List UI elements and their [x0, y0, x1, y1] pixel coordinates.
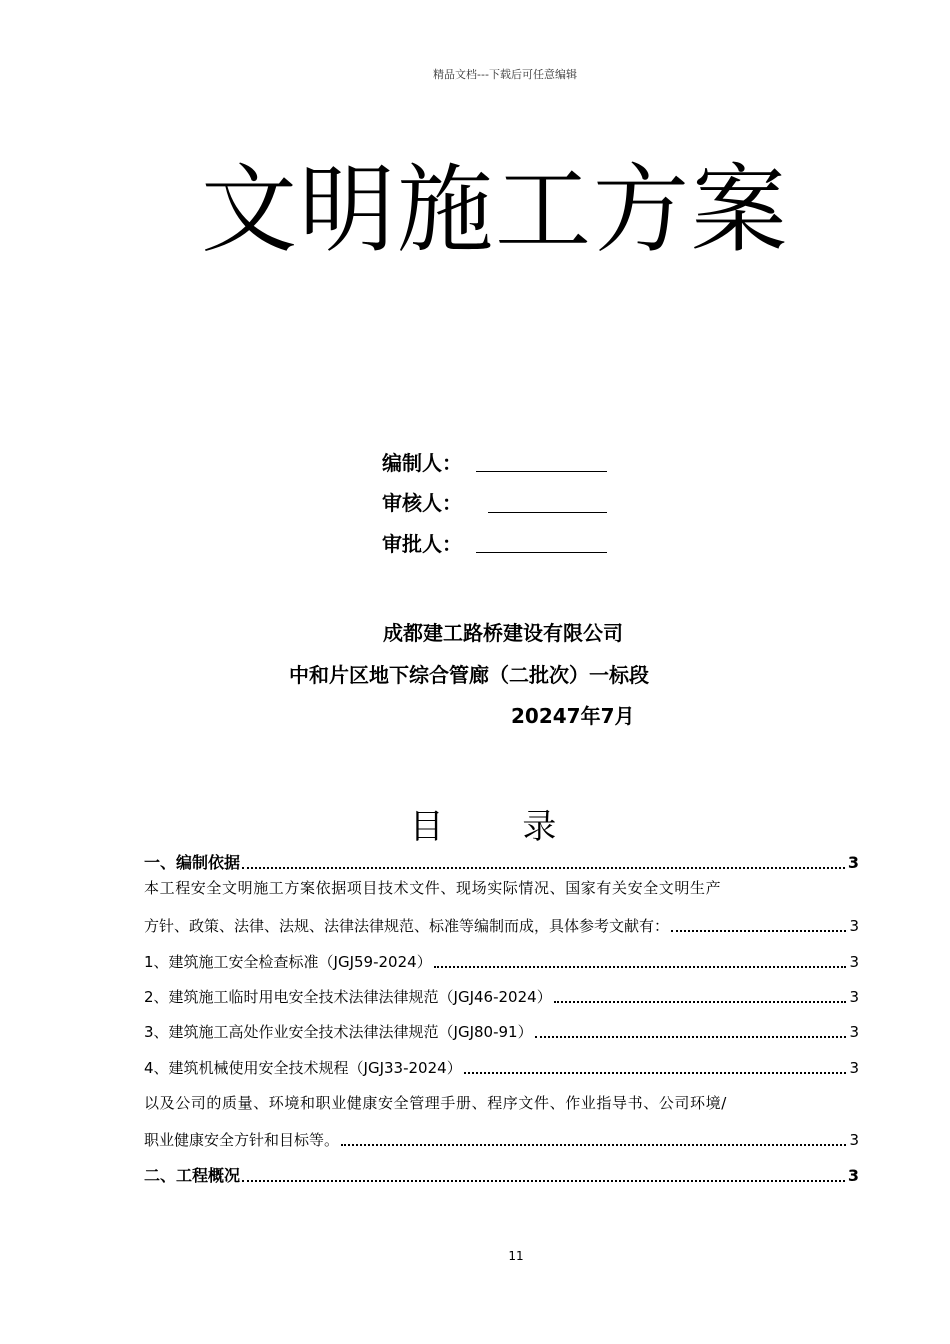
- toc-entry-text: 4、建筑机械使用安全技术规程（JGJ33-2024）: [144, 1059, 462, 1077]
- toc-entry-3[interactable]: [144, 952, 859, 972]
- toc-entry-text: 一、编制依据: [144, 853, 241, 872]
- toc-leader: [242, 867, 845, 869]
- toc-leader: [242, 1180, 845, 1182]
- toc-entry-text: 职业健康安全方针和目标等。: [144, 1131, 340, 1149]
- toc-entry-7[interactable]: [144, 1130, 859, 1150]
- signature-editor: [382, 448, 462, 478]
- approver-label: 审批人：: [382, 532, 462, 556]
- approver-signature-line: [476, 552, 607, 553]
- signature-approver: [382, 529, 462, 559]
- toc-leader: [671, 930, 846, 932]
- toc-page-number: 3: [849, 988, 859, 1006]
- toc-entry-1[interactable]: [144, 853, 859, 873]
- toc-page-number: 3: [849, 917, 859, 935]
- page-number: 11: [508, 1249, 524, 1263]
- toc-page-number: 3: [849, 1059, 859, 1077]
- project-name: 中和片区地下综合管廊（二批次）一标段: [289, 663, 649, 687]
- page-header: 精品文档---下载后可任意编辑: [433, 68, 577, 81]
- toc-leader: [434, 966, 847, 968]
- toc-entry-text: 方针、政策、法律、法规、法律法律规范、标准等编制而成，具体参考文献有：: [144, 917, 670, 935]
- editor-label: 编制人：: [382, 451, 462, 475]
- toc-title: 目 录: [409, 807, 591, 847]
- toc-entry-5[interactable]: [144, 1022, 859, 1042]
- toc-leader: [464, 1072, 847, 1074]
- toc-page-number: 3: [849, 953, 859, 971]
- toc-entry-text: 1、建筑施工安全检查标准（JGJ59-2024）: [144, 953, 432, 971]
- reviewer-signature-line: [488, 512, 607, 513]
- toc-page-number: 3: [849, 1023, 859, 1041]
- toc-entry-text: 3、建筑施工高处作业安全技术法律法律规范（JGJ80-91）: [144, 1023, 533, 1041]
- toc-entry-text: 二、工程概况: [144, 1166, 241, 1185]
- reviewer-label: 审核人：: [382, 491, 462, 515]
- toc-entry-6[interactable]: [144, 1058, 859, 1078]
- toc-page-number: 3: [847, 1166, 859, 1185]
- document-date: 20247年7月: [511, 704, 635, 728]
- toc-leader: [535, 1036, 847, 1038]
- toc-page-number: 3: [847, 853, 859, 872]
- toc-page-number: 3: [849, 1131, 859, 1149]
- signature-reviewer: [382, 488, 462, 518]
- document-title: 文明施工方案: [201, 154, 789, 266]
- editor-signature-line: [476, 471, 607, 472]
- toc-leader: [554, 1001, 847, 1003]
- company-name: 成都建工路桥建设有限公司: [383, 621, 623, 645]
- toc-entry-8[interactable]: [144, 1166, 859, 1186]
- toc-entry-2-line1: 本工程安全文明施工方案依据项目技术文件、现场实际情况、国家有关安全文明生产: [144, 879, 722, 897]
- toc-entry-7-line1: 以及公司的质量、环境和职业健康安全管理手册、程序文件、作业指导书、公司环境/: [144, 1094, 727, 1112]
- toc-entry-text: 2、建筑施工临时用电安全技术法律法律规范（JGJ46-2024）: [144, 988, 552, 1006]
- toc-leader: [341, 1144, 846, 1146]
- toc-entry-4[interactable]: [144, 987, 859, 1007]
- toc-entry-2[interactable]: [144, 916, 859, 936]
